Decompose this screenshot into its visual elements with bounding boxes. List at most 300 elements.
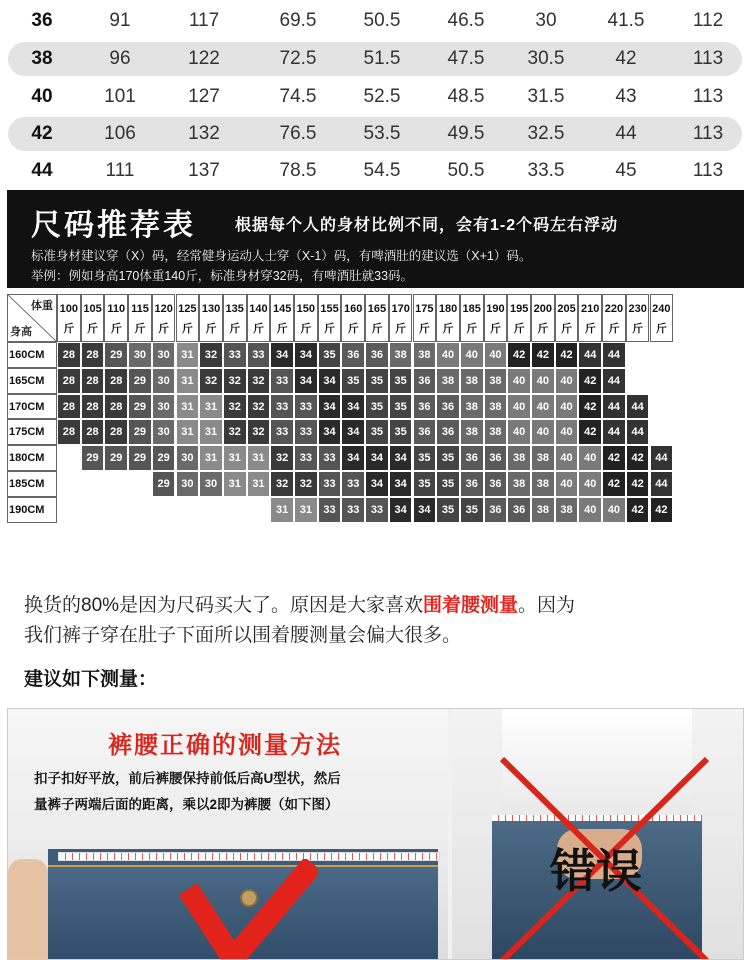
size-cell: 34: [365, 445, 389, 471]
weight-unit: 斤: [110, 323, 122, 335]
size-cell: 40: [460, 342, 484, 368]
size-cell: 30: [128, 342, 152, 368]
weight-unit: 斤: [513, 323, 525, 335]
size-cell: 30: [152, 419, 176, 445]
weight-header: [104, 294, 128, 342]
size-cell: 28: [81, 419, 105, 445]
size-cell: 33: [294, 419, 318, 445]
size-value: 132: [188, 123, 220, 144]
size-cell: 28: [57, 342, 81, 368]
weight-value: 145: [272, 303, 292, 315]
size-cell: 33: [341, 497, 365, 523]
weight-header: [436, 294, 460, 342]
size-cell: 34: [341, 394, 365, 420]
size-cell: 29: [128, 394, 152, 420]
size-value: 50.5: [447, 160, 485, 181]
size-cell: 32: [223, 419, 247, 445]
weight-header: [484, 294, 508, 342]
size-cell: 28: [57, 419, 81, 445]
size-cell: 32: [247, 368, 271, 394]
size-cell: 31: [199, 419, 223, 445]
size-label: 40: [31, 86, 53, 107]
size-cell: 36: [484, 445, 508, 471]
size-cell: 36: [460, 445, 484, 471]
size-value: 49.5: [447, 123, 485, 144]
suggestion-heading: 建议如下测量：: [24, 669, 158, 690]
weight-value: 190: [486, 303, 505, 315]
size-cell: 36: [484, 497, 508, 523]
weight-unit: 斤: [608, 323, 620, 335]
weight-unit: 斤: [229, 323, 241, 335]
size-cell: 44: [602, 342, 626, 368]
size-row: [0, 4, 750, 38]
weight-header: [294, 294, 318, 342]
weight-header: [413, 294, 437, 342]
weight-header: [318, 294, 342, 342]
weight-unit: 斤: [158, 323, 170, 335]
size-cell: 34: [389, 471, 413, 497]
weight-value: 240: [652, 303, 671, 315]
banner-subtitle: 根据每个人的身材比例不同，会有1-2个码左右浮动: [235, 217, 619, 234]
size-cell: 35: [413, 471, 437, 497]
weight-value: 195: [509, 303, 529, 315]
weight-header: [578, 294, 602, 342]
size-cell: 38: [531, 497, 555, 523]
size-cell: 34: [413, 497, 437, 523]
size-cell: 35: [341, 368, 365, 394]
weight-header: [531, 294, 555, 342]
size-cell: 28: [81, 368, 105, 394]
size-value: 69.5: [279, 10, 317, 31]
weight-axis-label: 体重: [31, 300, 53, 312]
weight-unit: 斤: [134, 323, 146, 335]
weight-value: 115: [131, 303, 149, 315]
size-cell: 29: [104, 342, 128, 368]
weight-value: 160: [344, 303, 363, 315]
checkmark-icon: [178, 859, 318, 960]
weight-header: [128, 294, 152, 342]
size-cell: 40: [555, 471, 579, 497]
size-cell: 31: [176, 394, 200, 420]
size-cell: 28: [104, 394, 128, 420]
size-value: 122: [188, 48, 220, 69]
size-value: 32.5: [527, 123, 565, 144]
size-cell: 42: [578, 368, 602, 394]
size-value: 50.5: [363, 10, 401, 31]
size-value: 76.5: [279, 123, 317, 144]
weight-unit: 斤: [300, 323, 312, 335]
height-label: 170CM: [7, 394, 57, 420]
size-label: 36: [31, 10, 53, 31]
size-cell: 32: [270, 471, 294, 497]
weight-value: 175: [415, 303, 434, 315]
size-cell: 28: [81, 394, 105, 420]
measure-instruction-2: 量裤子两端后面的距离，乘以2即为裤腰（如下图）: [34, 797, 339, 812]
weight-unit: 斤: [181, 323, 193, 335]
weight-header: [152, 294, 176, 342]
weight-value: 230: [628, 303, 647, 315]
size-cell: 32: [294, 471, 318, 497]
weight-header: [507, 294, 531, 342]
weight-header: [176, 294, 200, 342]
size-cell: 34: [389, 497, 413, 523]
size-value: 42: [615, 48, 637, 69]
weight-header: [626, 294, 650, 342]
size-value: 46.5: [447, 10, 485, 31]
size-cell: 38: [531, 471, 555, 497]
size-cell: 32: [223, 394, 247, 420]
size-cell: 36: [413, 419, 437, 445]
size-cell: 38: [507, 445, 531, 471]
weight-header: [365, 294, 389, 342]
size-cell: 34: [318, 419, 342, 445]
size-cell: 30: [152, 368, 176, 394]
size-cell: 38: [507, 471, 531, 497]
weight-value: 110: [107, 303, 126, 315]
weight-value: 205: [557, 303, 576, 315]
size-cell: 36: [436, 394, 460, 420]
note-text: 换货的80%是因为尺码买大了。原因是大家喜欢: [24, 595, 424, 616]
weight-unit: 斤: [418, 323, 430, 335]
size-value: 43: [615, 86, 637, 107]
size-cell: 35: [318, 342, 342, 368]
size-value: 106: [104, 123, 136, 144]
size-cell: 30: [199, 471, 223, 497]
size-row: [0, 42, 750, 76]
size-cell: 30: [152, 342, 176, 368]
size-cell: 36: [413, 368, 437, 394]
size-cell: 44: [650, 445, 674, 471]
size-cell: 32: [247, 419, 271, 445]
size-cell: 31: [176, 342, 200, 368]
note-paragraph-1: [24, 590, 575, 617]
size-cell: 29: [128, 419, 152, 445]
size-value: 137: [188, 160, 220, 181]
size-cell: 33: [318, 497, 342, 523]
size-cell: 29: [152, 445, 176, 471]
size-cell: 30: [176, 471, 200, 497]
size-cell: 28: [81, 342, 105, 368]
size-row: [0, 154, 750, 188]
size-cell: 38: [484, 419, 508, 445]
size-cell: 40: [507, 368, 531, 394]
size-cell: 40: [507, 394, 531, 420]
note-text: 。因为: [518, 595, 576, 616]
size-cell: 40: [507, 419, 531, 445]
weight-value: 135: [225, 303, 244, 315]
size-cell: 35: [389, 394, 413, 420]
size-cell: 42: [555, 342, 579, 368]
size-cell: 33: [294, 445, 318, 471]
weight-value: 150: [296, 303, 316, 315]
size-cell: 35: [436, 497, 460, 523]
weight-unit: 斤: [371, 323, 383, 335]
size-cell: 31: [199, 445, 223, 471]
size-cell: 33: [318, 471, 342, 497]
size-cell: 35: [365, 394, 389, 420]
size-value: 41.5: [607, 10, 645, 31]
size-cell: 42: [602, 471, 626, 497]
weight-value: 185: [462, 303, 481, 315]
size-cell: 31: [294, 497, 318, 523]
size-cell: 44: [626, 394, 650, 420]
weight-unit: 斤: [537, 323, 549, 335]
weight-unit: 斤: [87, 323, 99, 335]
size-value: 31.5: [527, 86, 565, 107]
hand-image: [8, 859, 48, 960]
size-value: 30: [535, 10, 557, 31]
banner-example-line: 举例：例如身高170体重140斤，标准身材穿32码，有啤酒肚就33码。: [31, 269, 414, 283]
size-cell: 34: [365, 471, 389, 497]
size-cell: 32: [199, 368, 223, 394]
size-cell: 40: [484, 342, 508, 368]
weight-header: [199, 294, 223, 342]
size-cell: 29: [104, 445, 128, 471]
size-cell: 35: [436, 445, 460, 471]
grid-corner: [7, 294, 57, 342]
weight-unit: 斤: [561, 323, 573, 335]
weight-header: [389, 294, 413, 342]
size-value: 74.5: [279, 86, 317, 107]
size-cell: 34: [341, 445, 365, 471]
weight-unit: 斤: [63, 323, 75, 335]
size-cell: 33: [341, 471, 365, 497]
size-cell: 36: [365, 342, 389, 368]
size-row: [0, 80, 750, 114]
weight-unit: 斤: [632, 323, 644, 335]
size-cell: 31: [247, 445, 271, 471]
size-label: 42: [31, 123, 53, 144]
size-cell: 34: [294, 368, 318, 394]
size-cell: 40: [578, 471, 602, 497]
weight-unit: 斤: [395, 323, 407, 335]
banner-advice-line: 标准身材建议穿（X）码，经常健身运动人士穿（X-1）码，有啤酒肚的建议选（X+1）码。: [31, 249, 532, 263]
size-value: 112: [692, 10, 724, 31]
weight-header: [650, 294, 674, 342]
size-cell: 42: [578, 419, 602, 445]
weight-header: [341, 294, 365, 342]
weight-unit: 斤: [252, 323, 264, 335]
size-cell: 29: [81, 445, 105, 471]
weight-header: [270, 294, 294, 342]
size-value: 91: [109, 10, 131, 31]
size-cell: 36: [507, 497, 531, 523]
size-value: 47.5: [447, 48, 485, 69]
measurement-illustration: [7, 708, 744, 960]
size-value: 101: [104, 86, 136, 107]
size-cell: 31: [223, 445, 247, 471]
size-cell: 31: [176, 419, 200, 445]
weight-value: 140: [249, 303, 268, 315]
size-cell: 29: [152, 471, 176, 497]
weight-unit: 斤: [489, 323, 501, 335]
size-value: 53.5: [363, 123, 401, 144]
size-cell: 28: [57, 394, 81, 420]
size-cell: 35: [436, 471, 460, 497]
weight-header: [81, 294, 105, 342]
size-value: 48.5: [447, 86, 485, 107]
size-value: 30.5: [527, 48, 565, 69]
size-row: [0, 117, 750, 151]
size-cell: 31: [199, 394, 223, 420]
weight-value: 165: [367, 303, 387, 315]
size-cell: 33: [223, 342, 247, 368]
weight-header: [555, 294, 579, 342]
size-cell: 35: [460, 497, 484, 523]
height-label: 165CM: [7, 368, 57, 394]
size-cell: 44: [650, 471, 674, 497]
size-value: 96: [109, 48, 131, 69]
size-cell: 30: [152, 394, 176, 420]
size-cell: 42: [626, 497, 650, 523]
weight-unit: 斤: [466, 323, 478, 335]
size-value: 113: [692, 86, 724, 107]
weight-value: 125: [178, 303, 197, 315]
size-value: 117: [188, 10, 220, 31]
weight-unit: 斤: [205, 323, 217, 335]
size-cell: 42: [507, 342, 531, 368]
size-cell: 36: [413, 394, 437, 420]
weight-header: [57, 294, 81, 342]
size-label: 38: [31, 48, 53, 69]
weight-unit: 斤: [655, 323, 667, 335]
weight-value: 130: [201, 303, 221, 315]
size-cell: 40: [531, 419, 555, 445]
size-cell: 32: [223, 368, 247, 394]
size-cell: 29: [128, 368, 152, 394]
height-label: 185CM: [7, 471, 57, 497]
size-cell: 40: [578, 497, 602, 523]
size-cell: 42: [602, 445, 626, 471]
size-cell: 44: [578, 342, 602, 368]
size-value: 52.5: [363, 86, 401, 107]
banner-title: 尺码推荐表: [31, 208, 196, 243]
size-cell: 38: [460, 419, 484, 445]
size-value: 51.5: [363, 48, 401, 69]
size-value: 33.5: [527, 160, 565, 181]
size-cell: 38: [484, 394, 508, 420]
size-cell: 33: [270, 419, 294, 445]
wrong-method-panel: [452, 709, 744, 960]
size-cell: 33: [365, 497, 389, 523]
weight-value: 170: [391, 303, 410, 315]
size-cell: 31: [223, 471, 247, 497]
weight-unit: 斤: [324, 323, 336, 335]
size-cell: 44: [602, 394, 626, 420]
size-cell: 35: [389, 368, 413, 394]
size-cell: 40: [436, 342, 460, 368]
size-cell: 33: [318, 445, 342, 471]
size-cell: 36: [484, 471, 508, 497]
size-cell: 40: [555, 368, 579, 394]
weight-header: [247, 294, 271, 342]
size-cell: 38: [484, 368, 508, 394]
size-value: 44: [615, 123, 637, 144]
size-cell: 40: [555, 445, 579, 471]
size-cell: 32: [270, 445, 294, 471]
size-cell: 42: [578, 394, 602, 420]
size-value: 127: [188, 86, 220, 107]
size-cell: 31: [247, 471, 271, 497]
size-value: 113: [692, 160, 724, 181]
size-cell: 34: [294, 342, 318, 368]
size-value: 72.5: [279, 48, 317, 69]
size-cell: 36: [460, 471, 484, 497]
height-label: 175CM: [7, 419, 57, 445]
size-cell: 35: [365, 368, 389, 394]
weight-header: [602, 294, 626, 342]
weight-header: [460, 294, 484, 342]
height-label: 180CM: [7, 445, 57, 471]
size-cell: 38: [436, 368, 460, 394]
size-cell: 34: [389, 445, 413, 471]
size-value: 113: [692, 123, 724, 144]
size-cell: 38: [460, 368, 484, 394]
weight-value: 180: [438, 303, 458, 315]
size-cell: 35: [413, 445, 437, 471]
size-cell: 35: [365, 419, 389, 445]
size-cell: 28: [104, 368, 128, 394]
size-cell: 36: [341, 342, 365, 368]
height-label: 190CM: [7, 497, 57, 523]
size-cell: 42: [626, 471, 650, 497]
size-cell: 33: [270, 368, 294, 394]
size-cell: 33: [247, 342, 271, 368]
size-cell: 40: [531, 394, 555, 420]
size-cell: 38: [413, 342, 437, 368]
size-cell: 33: [294, 394, 318, 420]
size-cell: 38: [389, 342, 413, 368]
note-paragraph-2: 我们裤子穿在肚子下面所以围着腰测量会偏大很多。: [24, 625, 462, 646]
size-cell: 31: [270, 497, 294, 523]
size-cell: 44: [602, 419, 626, 445]
size-cell: 30: [176, 445, 200, 471]
height-axis-label: 身高: [10, 326, 32, 338]
weight-unit: 斤: [584, 323, 596, 335]
size-cell: 33: [270, 394, 294, 420]
height-label: 160CM: [7, 342, 57, 368]
size-recommendation-banner: [7, 190, 744, 288]
size-cell: 38: [460, 394, 484, 420]
size-cell: 32: [199, 342, 223, 368]
size-cell: 40: [602, 497, 626, 523]
weight-value: 210: [581, 303, 600, 315]
correct-method-panel: [8, 709, 448, 960]
weight-value: 105: [83, 303, 102, 315]
weight-value: 220: [604, 303, 624, 315]
weight-unit: 斤: [442, 323, 454, 335]
note-highlight: 围着腰测量: [423, 595, 519, 616]
wrong-label: 错误: [550, 844, 642, 898]
size-cell: 44: [626, 419, 650, 445]
measure-instruction-1: 扣子扣好平放，前后裤腰保持前低后高U型状，然后: [34, 771, 341, 786]
size-cell: 34: [341, 419, 365, 445]
size-cell: 44: [602, 368, 626, 394]
size-cell: 40: [555, 419, 579, 445]
weight-value: 155: [320, 303, 339, 315]
size-cell: 34: [270, 342, 294, 368]
size-value: 111: [105, 160, 135, 181]
size-cell: 40: [531, 368, 555, 394]
size-cell: 35: [389, 419, 413, 445]
weight-value: 120: [154, 303, 173, 315]
size-cell: 28: [104, 419, 128, 445]
size-cell: 34: [318, 368, 342, 394]
measure-title: 裤腰正确的测量方法: [108, 732, 342, 759]
size-cell: 28: [57, 368, 81, 394]
size-value: 45: [615, 160, 637, 181]
size-cell: 40: [555, 394, 579, 420]
